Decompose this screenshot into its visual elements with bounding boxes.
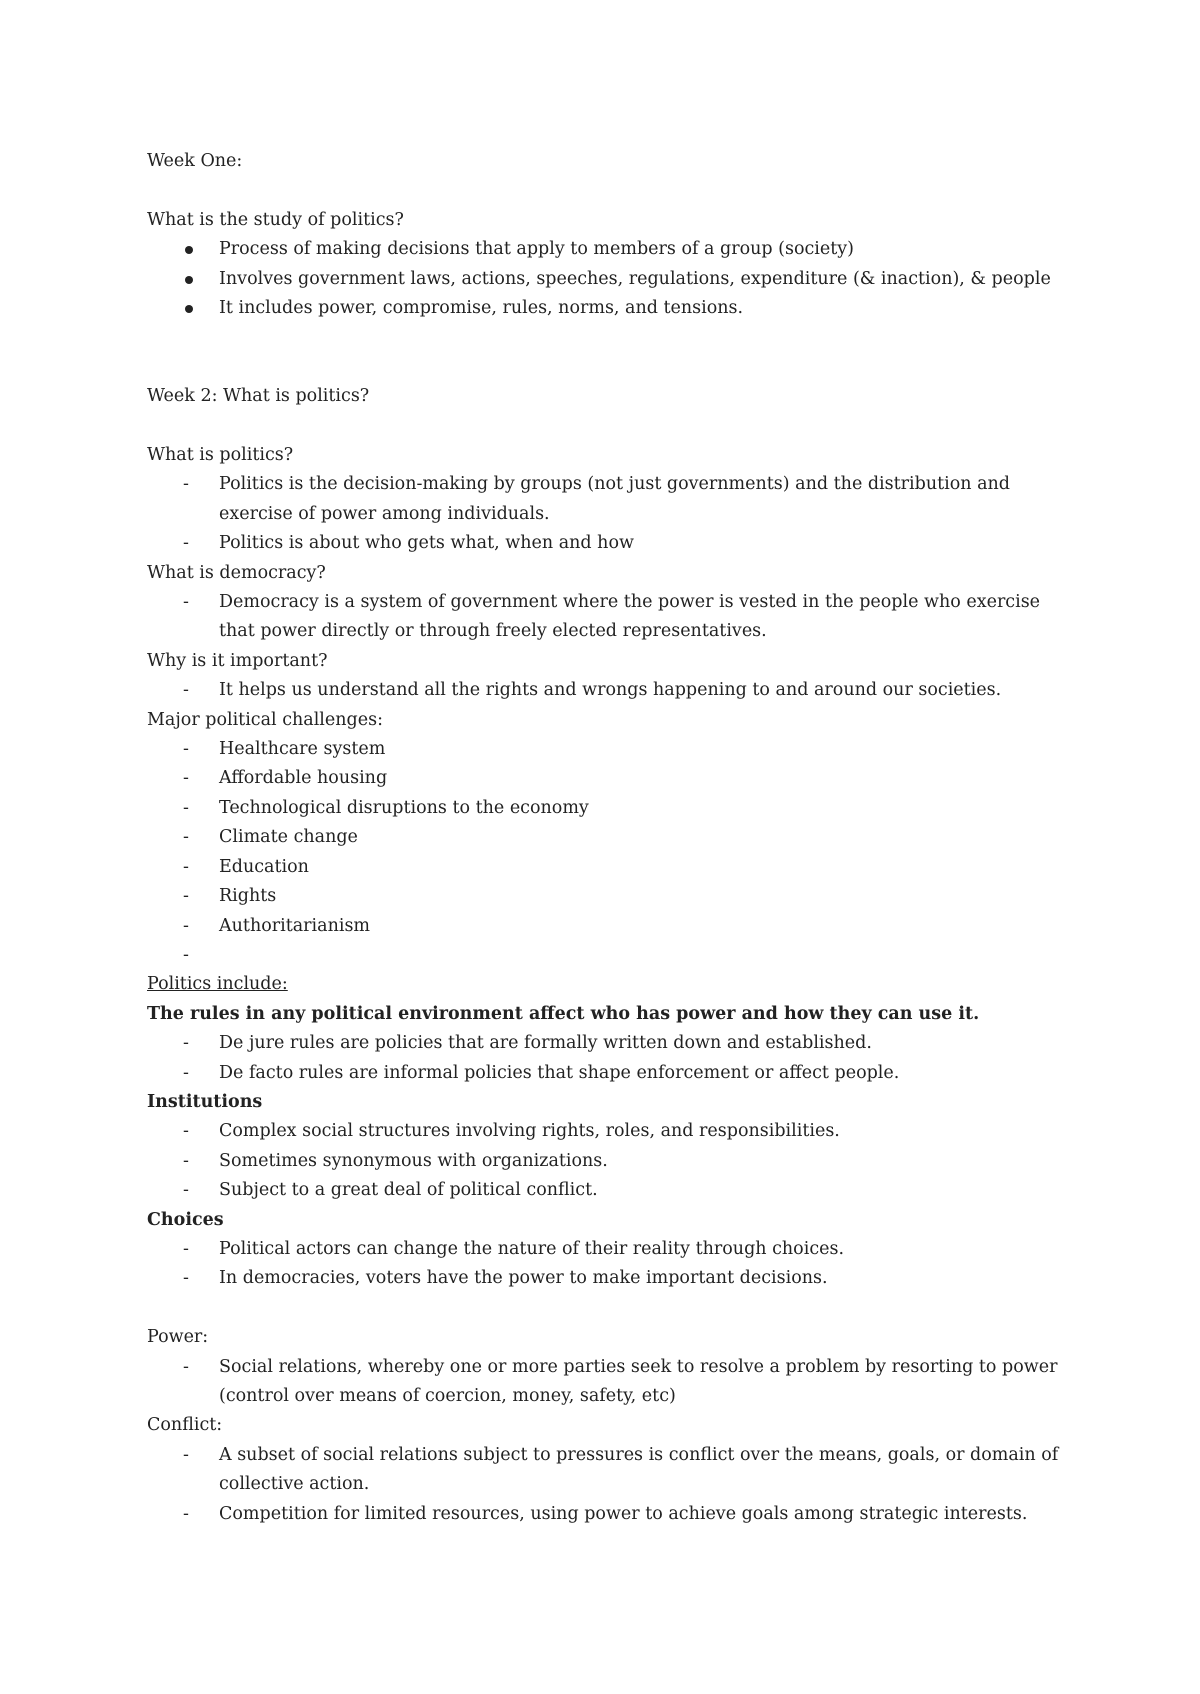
dash-icon: - (183, 1180, 189, 1201)
list-item: - Politics is about who gets what, when and how (219, 529, 1077, 558)
dash-icon: - (183, 797, 189, 818)
choices-heading: Choices (147, 1209, 224, 1230)
dash-icon: - (183, 1444, 189, 1465)
why-important-label: Why is it important? (147, 650, 328, 671)
list-item: - Competition for limited resources, using power to achieve goals among strategic interests. (219, 1500, 1077, 1529)
dash-icon: - (183, 886, 189, 907)
dash-icon: - (183, 915, 189, 936)
list-item: - Political actors can change the nature of their reality through choices. (219, 1235, 1077, 1264)
list-item: - Technological disruptions to the economy (219, 794, 1077, 823)
week-two-heading: Week 2: What is politics? (147, 386, 370, 407)
list-item: Involves government laws, actions, speeches, regulations, expenditure (& inaction), & people (219, 265, 1077, 294)
conflict-list (147, 1441, 1077, 1529)
list-item: It includes power, compromise, rules, norms, and tensions. (219, 294, 1077, 323)
list-item: - Authoritarianism (219, 912, 1077, 941)
rules-list (147, 1029, 1077, 1088)
list-item: - Rights (219, 882, 1077, 911)
list-item: - Complex social structures involving rights, roles, and responsibilities. (219, 1117, 1077, 1146)
rules-heading: The rules in any political environment affect who has power and how they can use it. (147, 1003, 980, 1024)
list-item: - Education (219, 853, 1077, 882)
institutions-heading: Institutions (147, 1091, 263, 1112)
week-one-heading: Week One: (147, 151, 243, 171)
dash-icon: - (183, 1033, 189, 1054)
bullet-icon (185, 246, 193, 254)
list-item: - De facto rules are informal policies that shape enforcement or affect people. (219, 1059, 1077, 1088)
list-item: - Politics is the decision-making by groups (not just governments) and the distribution and exercise of power among individuals. (219, 470, 1077, 529)
what-is-politics-list (147, 470, 1077, 558)
what-is-politics-label: What is politics? (147, 445, 294, 466)
list-item: - Social relations, whereby one or more parties seek to resolve a problem by resorting to power (control over means of coercion, money, safety, etc) (219, 1353, 1077, 1412)
dash-icon: - (183, 1062, 189, 1083)
dash-icon: - (183, 680, 189, 701)
dash-icon: - (183, 944, 189, 965)
list-item: - Sometimes synonymous with organizations. (219, 1147, 1077, 1176)
list-item: - A subset of social relations subject to pressures is conflict over the means, goals, or domain of collective action. (219, 1441, 1077, 1500)
dash-icon: - (183, 1356, 189, 1377)
list-item: - Subject to a great deal of political conflict. (219, 1176, 1077, 1205)
power-label: Power: (147, 1327, 209, 1348)
list-item (183, 941, 1077, 970)
dash-icon: - (183, 533, 189, 554)
politics-include-label: Politics include: (147, 974, 288, 995)
study-of-politics-question: What is the study of politics? (147, 209, 404, 230)
list-item: Process of making decisions that apply to members of a group (society) (219, 235, 1077, 264)
list-item: - Healthcare system (219, 735, 1077, 764)
dash-icon: - (183, 739, 189, 760)
list-item: - Affordable housing (219, 764, 1077, 793)
document-body (147, 147, 1077, 1529)
list-item: - Democracy is a system of government where the power is vested in the people who exercise that power directly or through freely elected representatives. (219, 588, 1077, 647)
why-important-list (147, 676, 1077, 705)
dash-icon: - (183, 1121, 189, 1142)
spacer (147, 1294, 1077, 1323)
dash-icon: - (183, 856, 189, 877)
spacer (147, 323, 1077, 382)
what-is-democracy-list (147, 588, 1077, 647)
challenges-label: Major political challenges: (147, 709, 383, 730)
spacer (147, 176, 1077, 205)
dash-icon: - (183, 474, 189, 495)
dash-icon: - (183, 768, 189, 789)
conflict-label: Conflict: (147, 1415, 223, 1436)
institutions-list (147, 1117, 1077, 1205)
list-item: - It helps us understand all the rights and wrongs happening to and around our societies. (219, 676, 1077, 705)
power-list (147, 1353, 1077, 1412)
spacer (147, 412, 1077, 441)
dash-icon: - (183, 1268, 189, 1289)
dash-icon: - (183, 1503, 189, 1524)
challenges-list (147, 735, 1077, 970)
study-of-politics-list (147, 235, 1077, 323)
what-is-democracy-label: What is democracy? (147, 562, 326, 583)
dash-icon: - (183, 827, 189, 848)
choices-list (147, 1235, 1077, 1294)
list-item: - In democracies, voters have the power to make important decisions. (219, 1264, 1077, 1293)
list-item: - De jure rules are policies that are formally written down and established. (219, 1029, 1077, 1058)
bullet-icon (185, 305, 193, 313)
bullet-icon (185, 276, 193, 284)
dash-icon: - (183, 1238, 189, 1259)
dash-icon: - (183, 592, 189, 613)
list-item: - Climate change (219, 823, 1077, 852)
dash-icon: - (183, 1150, 189, 1171)
